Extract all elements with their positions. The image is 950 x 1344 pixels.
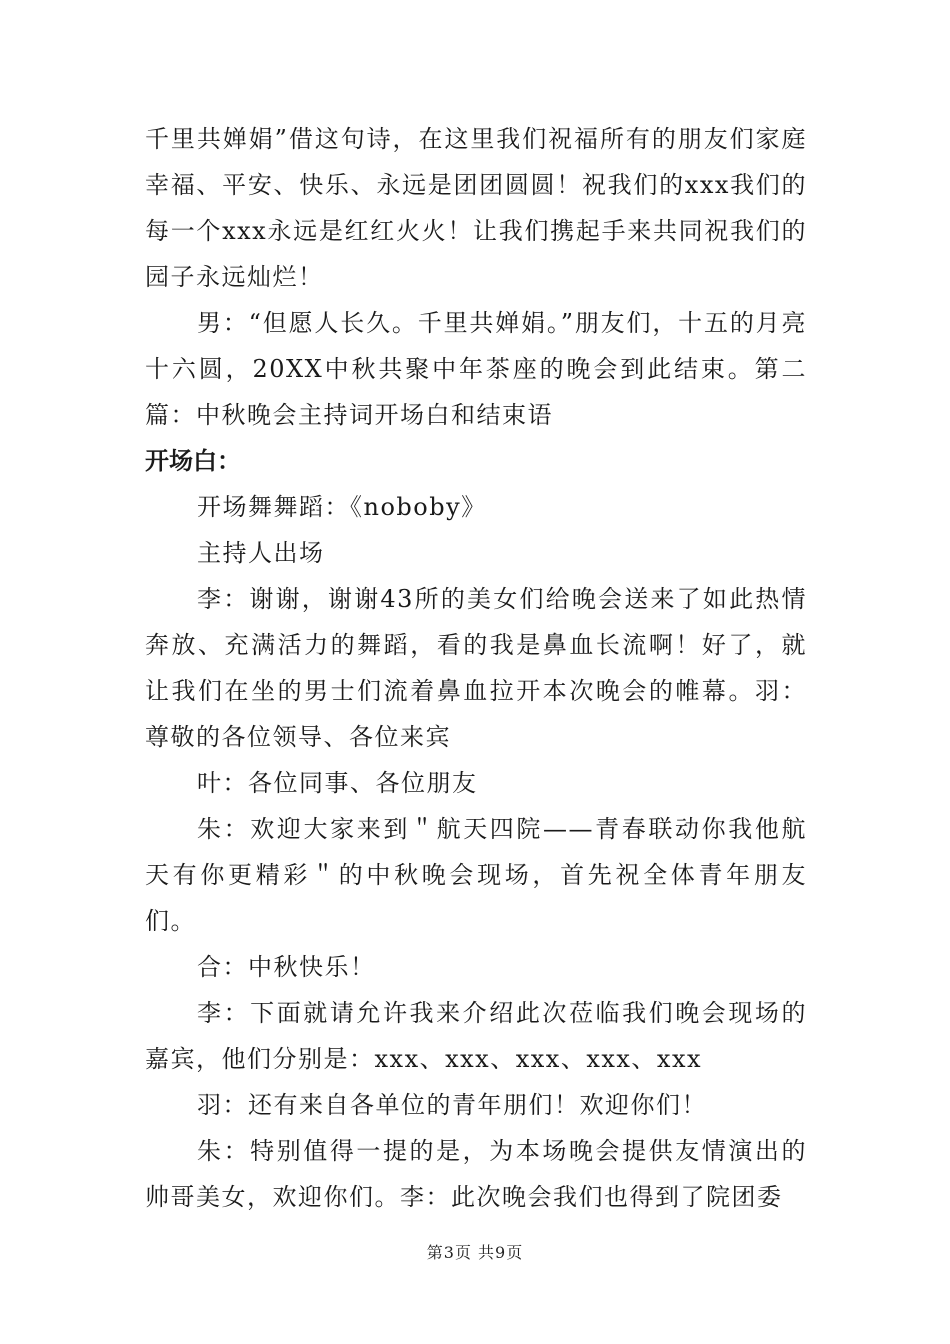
paragraph-yu-youth: 羽：还有来自各单位的青年朋们！欢迎你们！ (197, 1091, 707, 1119)
section-heading-opening: 开场白： (145, 447, 241, 475)
paragraph-together: 合：中秋快乐！ (197, 953, 376, 981)
paragraph-blessing: 千里共婵娟”借这句诗，在这里我们祝福所有的朋友们家庭幸福、平安、快乐、永远是团团圆圆！祝我们的xxx我们的每一个xxx永远是红红火火！让我们携起手来共同祝我们的园子永远灿烂！ (145, 125, 807, 291)
paragraph-closing-remarks: 男：“但愿人长久。千里共婵娟。”朋友们，十五的月亮十六圆，20XX中秋共聚中年茶座的晚会到此结束。第二篇：中秋晚会主持词开场白和结束语 (145, 309, 807, 429)
paragraph-li-guests: 李：下面就请允许我来介绍此次莅临我们晚会现场的嘉宾，他们分别是：xxx、xxx、xxx、xxx、xxx (145, 999, 807, 1073)
paragraph-zhu-welcome: 朱：欢迎大家来到＂航天四院——青春联动你我他航天有你更精彩＂的中秋晚会现场，首先祝全体青年朋友们。 (145, 815, 807, 935)
paragraph-li-thanks: 李：谢谢，谢谢43所的美女们给晚会送来了如此热情奔放、充满活力的舞蹈，看的我是鼻血长流啊！好了，就让我们在坐的男士们流着鼻血拉开本次晚会的帷幕。羽：尊敬的各位领导、各位来宾 (145, 585, 807, 751)
paragraph-zhu-special: 朱：特别值得一提的是，为本场晚会提供友情演出的帅哥美女，欢迎你们。李：此次晚会我们也得到了院团委 (145, 1137, 807, 1211)
page-number: 第3页 共9页 (426, 1243, 524, 1262)
paragraph-host-entrance: 主持人出场 (197, 539, 325, 567)
document-body (145, 116, 807, 1220)
paragraph-opening-dance: 开场舞舞蹈：《noboby》 (197, 493, 487, 521)
paragraph-ye-greeting: 叶：各位同事、各位朋友 (197, 769, 478, 797)
